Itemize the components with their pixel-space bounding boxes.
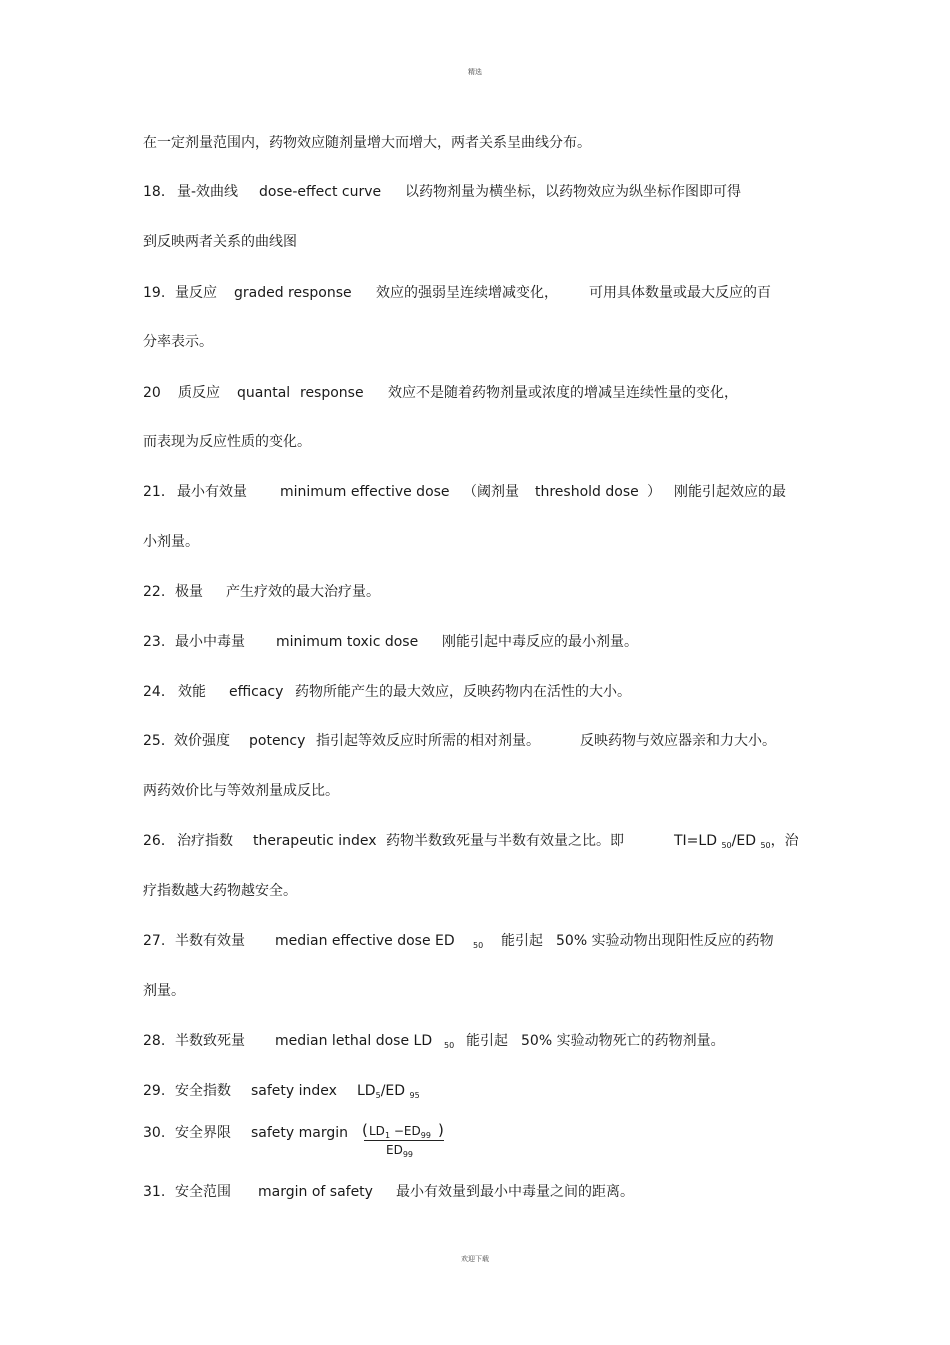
entry-term: 最小中毒量 — [175, 634, 245, 650]
entry-number: 23. — [143, 634, 166, 650]
entry-number: 22. — [143, 584, 166, 600]
entry-number: 30. — [143, 1125, 166, 1141]
entry-number: 18． — [143, 184, 175, 200]
entry-definition: 药物所能产生的最大效应，反映药物内在活性的大小。 — [295, 684, 631, 700]
entry-number: 29. — [143, 1083, 166, 1099]
entry-definition: 效应不是随着药物剂量或浓度的增减呈连续性量的变化， — [388, 385, 738, 401]
entry-english: median effective dose ED — [275, 933, 455, 949]
entry-number: 25． — [143, 733, 175, 749]
entry-term: 量反应 — [175, 285, 217, 301]
entry-english: potency — [249, 733, 306, 749]
entry-term: 量-效曲线 — [177, 184, 239, 200]
entry-27-continuation: 剂量。 — [143, 983, 185, 999]
entry-19-continuation: 分率表示。 — [143, 334, 213, 350]
entry-17-continuation: 在一定剂量范围内，药物效应随剂量增大而增大，两者关系呈曲线分布。 — [143, 135, 591, 151]
entry-english: efficacy — [229, 684, 284, 700]
page-header: 精选 — [468, 68, 482, 76]
entry-number: 20 — [143, 385, 161, 401]
entry-definition: 最小有效量到最小中毒量之间的距离。 — [396, 1184, 634, 1200]
entry-english: safety margin — [251, 1125, 349, 1141]
page-footer: 欢迎下载 — [461, 1255, 489, 1263]
entry-20-continuation: 而表现为反应性质的变化。 — [143, 434, 311, 450]
entry-number: 26． — [143, 833, 175, 849]
formula-left-paren: ( — [362, 1121, 368, 1139]
entry-term: 半数有效量 — [175, 933, 245, 949]
entry-english: dose-effect curve — [259, 184, 382, 200]
entry-definition-2: 50% 实验动物出现阳性反应的药物 — [556, 933, 774, 949]
entry-definition: 产生疗效的最大治疗量。 — [226, 584, 380, 600]
entry-english: therapeutic index — [253, 833, 377, 849]
entry-definition-2: 50% 实验动物死亡的药物剂量。 — [521, 1033, 725, 1049]
entry-subscript: 50 — [444, 1041, 455, 1050]
entry-paren-close: ） — [647, 484, 661, 500]
entry-25-continuation: 两药效价比与等效剂量成反比。 — [143, 783, 339, 799]
entry-definition: 指引起等效反应时所需的相对剂量。 — [316, 733, 540, 749]
entry-term: 安全界限 — [175, 1125, 231, 1141]
formula-denominator: $ED_{99}$ — [386, 1143, 414, 1159]
entry-formula: $LD_5/ED$ $_{95}$ — [357, 1083, 420, 1100]
entry-definition: 刚能引起效应的最 — [674, 484, 786, 500]
entry-english: graded response — [234, 285, 352, 301]
entry-term: 质反应 — [178, 385, 220, 401]
entry-english-2: threshold dose — [535, 484, 639, 500]
entry-definition: 药物半数致死量与半数有效量之比。即 — [386, 833, 624, 849]
entry-term: 效价强度 — [174, 733, 230, 749]
entry-english-2: response — [300, 385, 364, 401]
entry-28 — [143, 1032, 725, 1052]
entry-definition: 能引起 — [501, 933, 543, 949]
entry-term: 半数致死量 — [175, 1033, 245, 1049]
entry-english: minimum effective dose — [280, 484, 450, 500]
entry-definition: 效应的强弱呈连续增减变化， — [376, 285, 558, 301]
entry-term: 效能 — [178, 684, 206, 700]
entry-21-continuation: 小剂量。 — [143, 534, 199, 550]
formula-right-paren: ) — [438, 1121, 444, 1139]
entry-english: margin of safety — [258, 1184, 373, 1200]
entry-subscript: 50 — [473, 941, 484, 950]
entry-definition: 以药物剂量为横坐标，以药物效应为纵坐标作图即可得 — [405, 184, 741, 200]
entry-number: 28. — [143, 1033, 166, 1049]
entry-definition-2: 反映药物与效应器亲和力大小。 — [580, 733, 776, 749]
entry-definition: 能引起 — [466, 1033, 508, 1049]
entry-formula: TI=LD $_{50}$/ED $_{50}$，治 — [674, 833, 799, 850]
entry-definition: 刚能引起中毒反应的最小剂量。 — [442, 634, 638, 650]
entry-english: quantal — [237, 385, 291, 401]
entry-number: 31. — [143, 1184, 166, 1200]
entry-definition-2: 可用具体数量或最大反应的百 — [589, 285, 771, 301]
entry-english: median lethal dose LD — [275, 1033, 433, 1049]
entry-26-continuation: 疗指数越大药物越安全。 — [143, 883, 297, 899]
entry-number: 27. — [143, 933, 166, 949]
entry-18-continuation: 到反映两者关系的曲线图 — [143, 234, 297, 250]
entry-term: 安全范围 — [175, 1184, 231, 1200]
entry-paren-open: （阈剂量 — [463, 484, 519, 500]
entry-term: 安全指数 — [175, 1083, 231, 1099]
formula-fraction-bar — [364, 1140, 444, 1141]
entry-term: 最小有效量 — [177, 484, 247, 500]
entry-number: 19. — [143, 285, 166, 301]
entry-number: 24． — [143, 684, 175, 700]
entry-27 — [143, 932, 774, 952]
entry-term: 极量 — [175, 584, 203, 600]
entry-term: 治疗指数 — [177, 833, 233, 849]
entry-english: minimum toxic dose — [276, 634, 419, 650]
entry-english: safety index — [251, 1083, 337, 1099]
entry-number: 21． — [143, 484, 175, 500]
formula-numerator: $LD_1 -ED_{99}$ — [369, 1124, 431, 1140]
